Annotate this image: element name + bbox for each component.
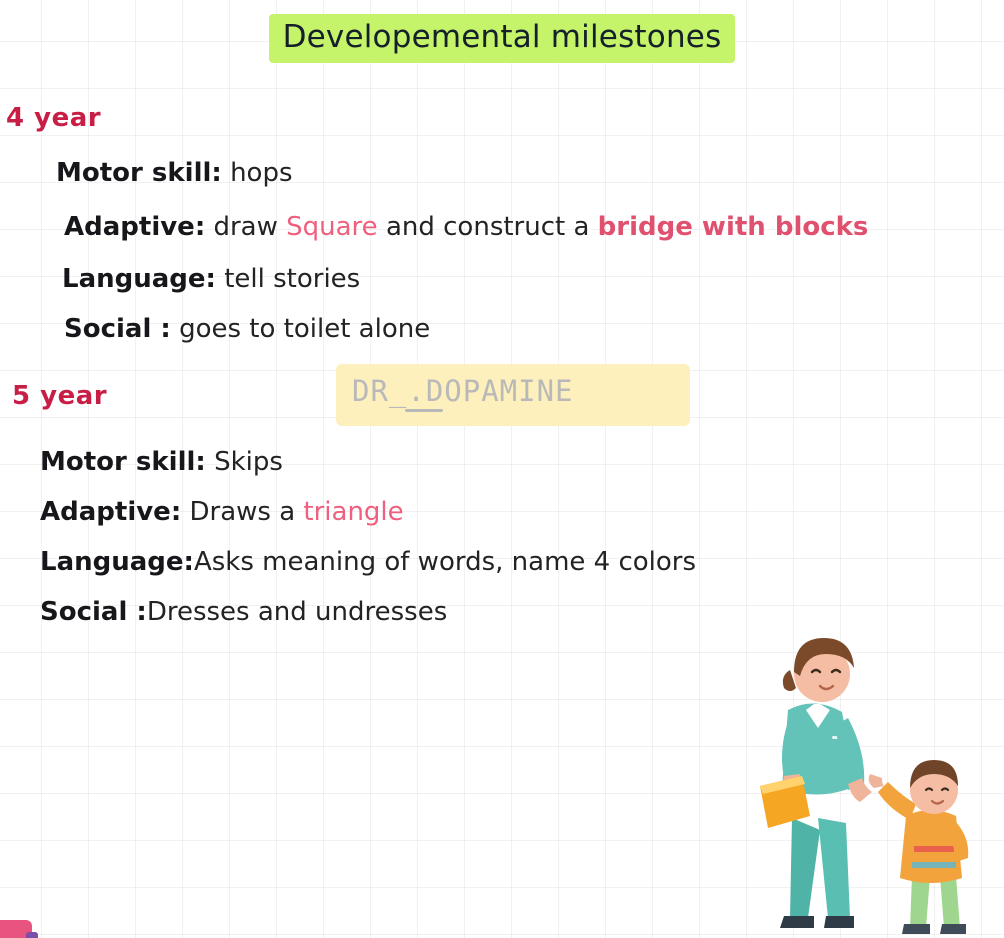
watermark-text: DR_.DOPAMINE [352,374,574,408]
row-value: Draws a [181,497,304,527]
row-separator: : [195,447,206,477]
row-separator: : [160,314,171,344]
row-5-year-language [40,547,696,578]
row-highlight-bridge: bridge with blocks [597,212,869,242]
row-highlight-square: Square [286,212,378,242]
row-5-year-motor-skill [40,447,283,478]
row-4-year-motor-skill [56,158,293,189]
row-value: draw [205,212,287,242]
row-4-year-language [62,264,360,295]
row-highlight-triangle: triangle [303,497,404,527]
watermark-underline [405,409,443,412]
row-5-year-social [40,597,447,628]
page-title-container [0,14,1004,63]
row-separator: : [183,547,194,577]
row-label: Language [62,264,206,294]
section-heading-4-year: 4 year [6,103,102,133]
row-separator: : [205,264,216,294]
row-label: Social [64,314,161,344]
row-separator: : [170,497,182,527]
row-value: tell stories [215,264,361,294]
row-label: Motor skill [40,447,196,477]
row-label: Adaptive [40,497,171,527]
row-value: hops [221,158,293,188]
row-value: Asks meaning of words, name 4 colors [193,547,697,577]
row-label: Adaptive [64,212,195,242]
row-separator: : [211,158,222,188]
row-value-continued: and construct a [377,212,598,242]
row-label: Language [40,547,184,577]
row-4-year-social [64,314,430,345]
row-separator: : [194,212,206,242]
row-separator: : [136,597,147,627]
section-heading-5-year: 5 year [12,381,108,411]
row-5-year-adaptive [40,497,404,528]
row-label: Social [40,597,137,627]
page-corner-marker-purple [26,932,38,938]
row-label: Motor skill [56,158,212,188]
page-title: Developemental milestones [269,14,736,63]
row-value: Skips [205,447,283,477]
row-value: Dresses and undresses [146,597,448,627]
row-value: goes to toilet alone [170,314,431,344]
nurse-holding-child-icon [744,618,1004,938]
row-4-year-adaptive [64,212,868,243]
